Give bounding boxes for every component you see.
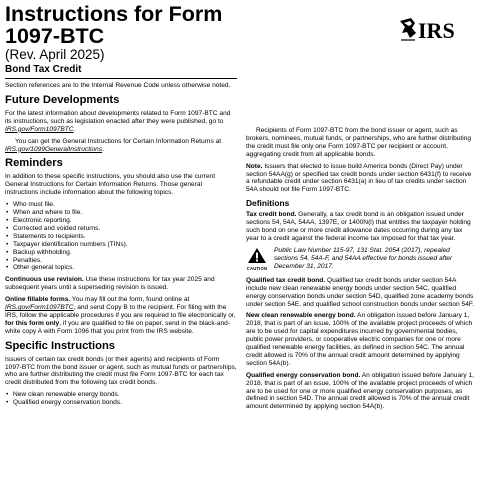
tax-credit-bond-definition: Tax credit bond. Generally, a tax credit bond is an obligation issued under sections 54, 54A, 54AA, 1397E, or 1400N(l) that entitles the taxpayer holding such bond on one or more credit allowance dates occurring during any tax year to a credit against the federal income tax imposed for that tax year. bbox=[246, 211, 471, 242]
irs-logo bbox=[398, 14, 468, 44]
future-developments-heading: Future Developments bbox=[5, 93, 120, 106]
fillable-form-link[interactable]: IRS.gov/Form1097BTC bbox=[5, 304, 74, 312]
specific-instructions-heading: Specific Instructions bbox=[5, 339, 116, 352]
document-subtitle: Bond Tax Credit bbox=[5, 64, 82, 75]
list-item: • New clean renewable energy bonds. bbox=[5, 391, 237, 399]
list-item: • Backup withholding. bbox=[5, 249, 237, 257]
reminders-intro: In addition to these specific instructions, you should also use the current General Instructions for Certain Information Returns. Those general instructions include information about the following topics. bbox=[5, 173, 216, 197]
document-title bbox=[5, 3, 222, 47]
title-line-1: Instructions for Form bbox=[5, 2, 223, 26]
reminders-heading: Reminders bbox=[5, 157, 63, 170]
qualified-tax-credit-bond-label: Qualified tax credit bond. bbox=[246, 276, 326, 284]
reminders-list bbox=[5, 201, 237, 272]
continuous-use-paragraph: Continuous use revision. Use these instructions for tax year 2025 and subsequent years until a superseding revision is issued. bbox=[5, 276, 215, 292]
list-item: • Corrected and voided returns. bbox=[5, 225, 237, 233]
new-clean-renewable-energy-bond-label: New clean renewable energy bond. bbox=[246, 312, 356, 320]
online-fillable-label: Online fillable forms. bbox=[5, 296, 71, 304]
qualified-energy-conservation-bond-label: Qualified energy conservation bond. bbox=[246, 371, 361, 379]
caution-box bbox=[246, 247, 476, 273]
list-item: • Other general topics. bbox=[5, 264, 237, 272]
list-item: • Statements to recipients. bbox=[5, 233, 237, 241]
bond-types-list bbox=[5, 391, 237, 407]
note-label: Note. bbox=[246, 162, 263, 170]
definitions-heading: Definitions bbox=[246, 198, 290, 209]
recipients-paragraph: Recipients of Form 1097-BTC from the bond issuer or agent, such as brokers, nominees, mutual funds, or partnerships, who are further distributing the credit must file only one Form 1097-BTC per recipient or account, aggregating credit from all applicable bonds. bbox=[246, 127, 472, 158]
right-column bbox=[246, 127, 476, 415]
left-column bbox=[5, 82, 237, 411]
list-item: • Taxpayer identification numbers (TINs). bbox=[5, 241, 237, 249]
list-item: • Electronic reporting. bbox=[5, 217, 237, 225]
title-line-2: 1097-BTC bbox=[5, 24, 105, 48]
caution-text: Public Law Number 115-97, 131 Stat. 2054 (2017), repealed sections 54, 54A-F, and 54AA effective for bonds issued after December 31, 2017. bbox=[274, 246, 453, 270]
intro-text: Section references are to the Internal Revenue Code unless otherwise noted. bbox=[5, 82, 231, 89]
eagle-icon bbox=[400, 18, 416, 40]
online-fillable-paragraph: Online fillable forms. You may fill out the form, found online at IRS.gov/Form1097BTC, and send Copy B to the recipient. For filing with the IRS, follow the applicable procedures if you are required to file electronically or, for this form only, if you are qualified to file on paper, send in the black-and-white copy A with Form 1096 that you print from the IRS website. bbox=[5, 296, 236, 335]
qualified-energy-conservation-bond-definition: Qualified energy conservation bond. An obligation issued before January 1, 2018, that is part of an issue, 100% of the available project proceeds of which are to be used for one or more qualified energy conservation purposes, as defined in section 54D. The annual credit allowed is 70% of the annual credit amount determined by applying section 54A(b). bbox=[246, 371, 474, 411]
specific-instructions-text: Issuers of certain tax credit bonds (or their agents) and recipients of Form 1097-BTC from the bond issuer or agent, such as mutual funds or partnerships, who are further distributing the credit must file Form 1097-BTC for each tax credit distributed from the following tax credit bonds. bbox=[5, 355, 237, 387]
note-paragraph: Note. Issuers that elected to issue build America bonds (Direct Pay) under section 54AA(g) or specified tax credit bonds under section 6431(f) to receive a refundable credit under section 6431(a) in lieu of tax credits under section 54A should not file Form 1097-BTC. bbox=[246, 162, 472, 194]
new-clean-renewable-energy-bond-definition: New clean renewable energy bond. An obligation issued before January 1, 2018, that is part of an issue, 100% of the available project proceeds of which are to be used for capital expenditures incurred by governmental bodies, public power providers, or cooperative electric companies for one or more qualified renewable energy facilities, as defined in section 54C. The annual credit allowed is 70% of the annual credit amount determined by applying section 54A(b). bbox=[246, 312, 473, 367]
revision-date: (Rev. April 2025) bbox=[5, 47, 105, 62]
list-item: • Qualified energy conservation bonds. bbox=[5, 399, 237, 407]
list-item: • Penalties. bbox=[5, 257, 237, 265]
tax-credit-bond-label: Tax credit bond. bbox=[246, 211, 297, 219]
continuous-use-label: Continuous use revision. bbox=[5, 276, 84, 284]
qualified-tax-credit-bond-definition: Qualified tax credit bond. Qualified tax credit bonds under section 54A include new clean renewable energy bonds under section 54C, qualified energy conservation bonds under section 54D, qualified zone academy bonds under section 54E, and qualified school construction bonds under section 54F. bbox=[246, 276, 474, 308]
list-item: • When and where to file. bbox=[5, 209, 237, 217]
caution-label: CAUTION bbox=[246, 265, 268, 271]
general-instructions-link[interactable]: IRS.gov/1099GeneralInstructions bbox=[5, 145, 103, 153]
logo-text: IRS bbox=[418, 18, 455, 43]
list-item: • Who must file. bbox=[5, 201, 237, 209]
general-instructions-text: You can get the General Instructions for Certain Information Returns at IRS.gov/1099GeneralInstructions. bbox=[5, 137, 222, 153]
future-developments-text: For the latest information about developments related to Form 1097-BTC and its instructions, such as legislation enacted after they were published, go to IRS.gov/Form1097BTC. bbox=[5, 109, 231, 133]
caution-icon bbox=[246, 247, 268, 273]
form-1097btc-link[interactable]: IRS.gov/Form1097BTC bbox=[5, 125, 74, 133]
title-divider bbox=[5, 78, 237, 79]
